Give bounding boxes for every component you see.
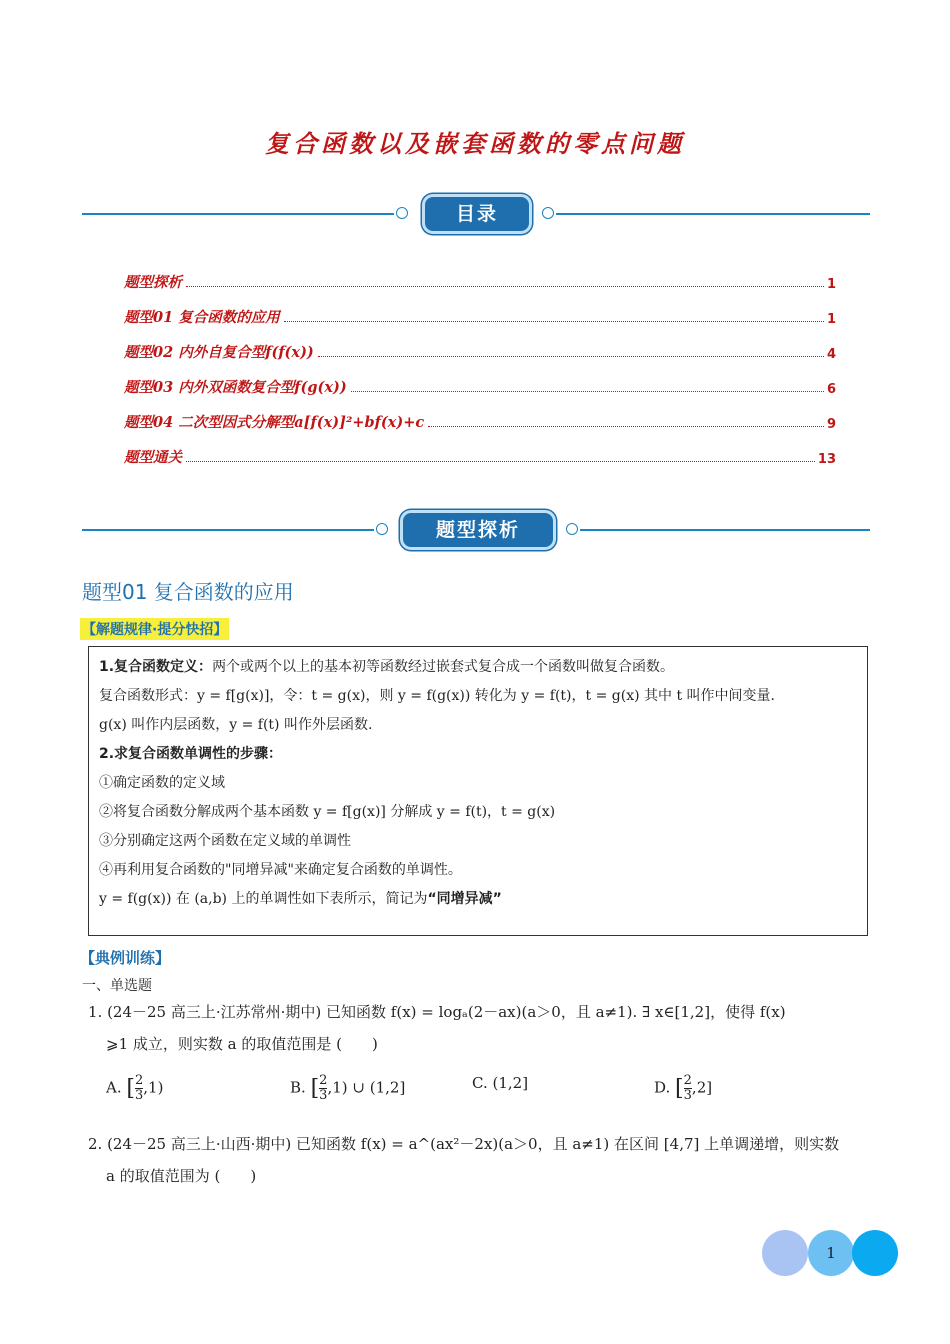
toc-page: 6: [826, 382, 836, 397]
toc-divider: [82, 194, 870, 234]
toc-entry[interactable]: [124, 445, 836, 467]
toc-banner: 目录: [422, 194, 532, 234]
question-1: [88, 996, 873, 1060]
section-divider: [82, 510, 870, 550]
option-letter: B.: [290, 1078, 306, 1097]
toc-page: 1: [826, 312, 836, 327]
subsection-title: 一、单选题: [82, 978, 152, 994]
toc-page: 1: [826, 277, 836, 292]
document-title: 复合函数以及嵌套函数的零点问题: [265, 129, 685, 158]
option-d[interactable]: [654, 1074, 712, 1103]
toc-label: 题型04 二次型因式分解型a[f(x)]²+bf(x)+c: [124, 414, 425, 431]
option-letter: C.: [472, 1074, 488, 1092]
toc-label: 题型01 复合函数的应用: [124, 309, 280, 326]
box-line: ②将复合函数分解成两个基本函数 y = f[g(x)] 分解成 y = f(t)，t = g(x): [99, 804, 556, 820]
section-heading: 题型01 复合函数的应用: [82, 580, 294, 604]
bracket: [: [675, 1076, 684, 1101]
toc-page: 4: [826, 347, 836, 362]
box-text: 两个或两个以上的基本初等函数经过嵌套式复合成一个函数叫做复合函数。: [212, 659, 675, 675]
option-text: (1,2]: [492, 1074, 529, 1092]
toc-page: 13: [817, 452, 836, 467]
toc-label: 题型02 内外自复合型f(f(x)): [124, 344, 314, 361]
option-rest: ,2]: [691, 1078, 713, 1097]
box-line: g(x) 叫作内层函数，y = f(t) 叫作外层函数.: [99, 717, 373, 733]
toc-label: 题型通关: [124, 449, 182, 466]
toc-label: 题型03 内外双函数复合型f(g(x)): [124, 379, 347, 396]
bracket: [: [310, 1076, 320, 1101]
option-rest: ,1): [327, 1078, 348, 1097]
page-number: 1: [826, 1244, 836, 1262]
option-tail: ∪ (1,2]: [352, 1078, 406, 1097]
toc-entry[interactable]: [124, 305, 836, 327]
bracket: [: [126, 1076, 135, 1101]
toc-label: 题型探析: [124, 274, 182, 291]
question-line: 1. (24－25 高三上·江苏常州·期中) 已知函数 f(x) = logₐ(2－ax)(a＞0，且 a≠1). ∃ x∈[1,2]，使得 f(x): [88, 1003, 786, 1021]
box-emphasis: “同增异减”: [427, 891, 502, 907]
section-banner: 题型探析: [400, 510, 556, 550]
option-a[interactable]: [106, 1074, 163, 1103]
question-line: ⩾1 成立，则实数 a 的取值范围是 ( ): [106, 1035, 378, 1053]
fraction: $\frac{2}{3}$: [134, 1073, 144, 1103]
toc-entry[interactable]: [124, 340, 836, 362]
box-line: ③分别确定这两个函数在定义域的单调性: [99, 833, 351, 849]
option-b[interactable]: [290, 1074, 405, 1103]
box-line: ④再利用复合函数的"同增异减"来确定复合函数的单调性。: [99, 862, 462, 878]
page-bubble-right: [852, 1230, 898, 1276]
box-line: ①确定函数的定义域: [99, 775, 225, 791]
box-line: 复合函数形式：y = f[g(x)]，令：t = g(x)，则 y = f(g(x)) 转化为 y = f(t)，t = g(x) 其中 t 叫作中间变量.: [99, 688, 775, 704]
toc-page: 9: [826, 417, 836, 432]
box-heading-2: 2.求复合函数单调性的步骤：: [99, 746, 283, 762]
question-line: 2. (24－25 高三上·山西·期中) 已知函数 f(x) = a^(ax²－2x)(a＞0，且 a≠1) 在区间 [4,7] 上单调递增，则实数: [88, 1135, 840, 1153]
question-line: a 的取值范围为 ( ): [106, 1167, 257, 1185]
box-heading-1: 1.复合函数定义：: [99, 659, 213, 675]
toc-entry[interactable]: [124, 410, 836, 432]
fraction: $\frac{2}{3}$: [683, 1073, 692, 1103]
page-bubble-left: [762, 1230, 808, 1276]
option-letter: D.: [654, 1078, 671, 1097]
fraction: $\frac{2}{3}$: [319, 1073, 328, 1103]
box-text: y = f(g(x)) 在 (a,b) 上的单调性如下表所示，简记为: [99, 891, 428, 907]
definition-box: [88, 646, 868, 936]
option-rest: ,1): [143, 1078, 164, 1097]
toc-entry[interactable]: [124, 375, 836, 397]
example-tag: 【典例训练】: [80, 949, 171, 967]
question-2: [88, 1128, 873, 1192]
toc-entry[interactable]: [124, 270, 836, 292]
option-c[interactable]: [472, 1074, 528, 1092]
option-letter: A.: [106, 1078, 122, 1097]
tip-tag: 【解题规律·提分快招】: [80, 618, 229, 640]
